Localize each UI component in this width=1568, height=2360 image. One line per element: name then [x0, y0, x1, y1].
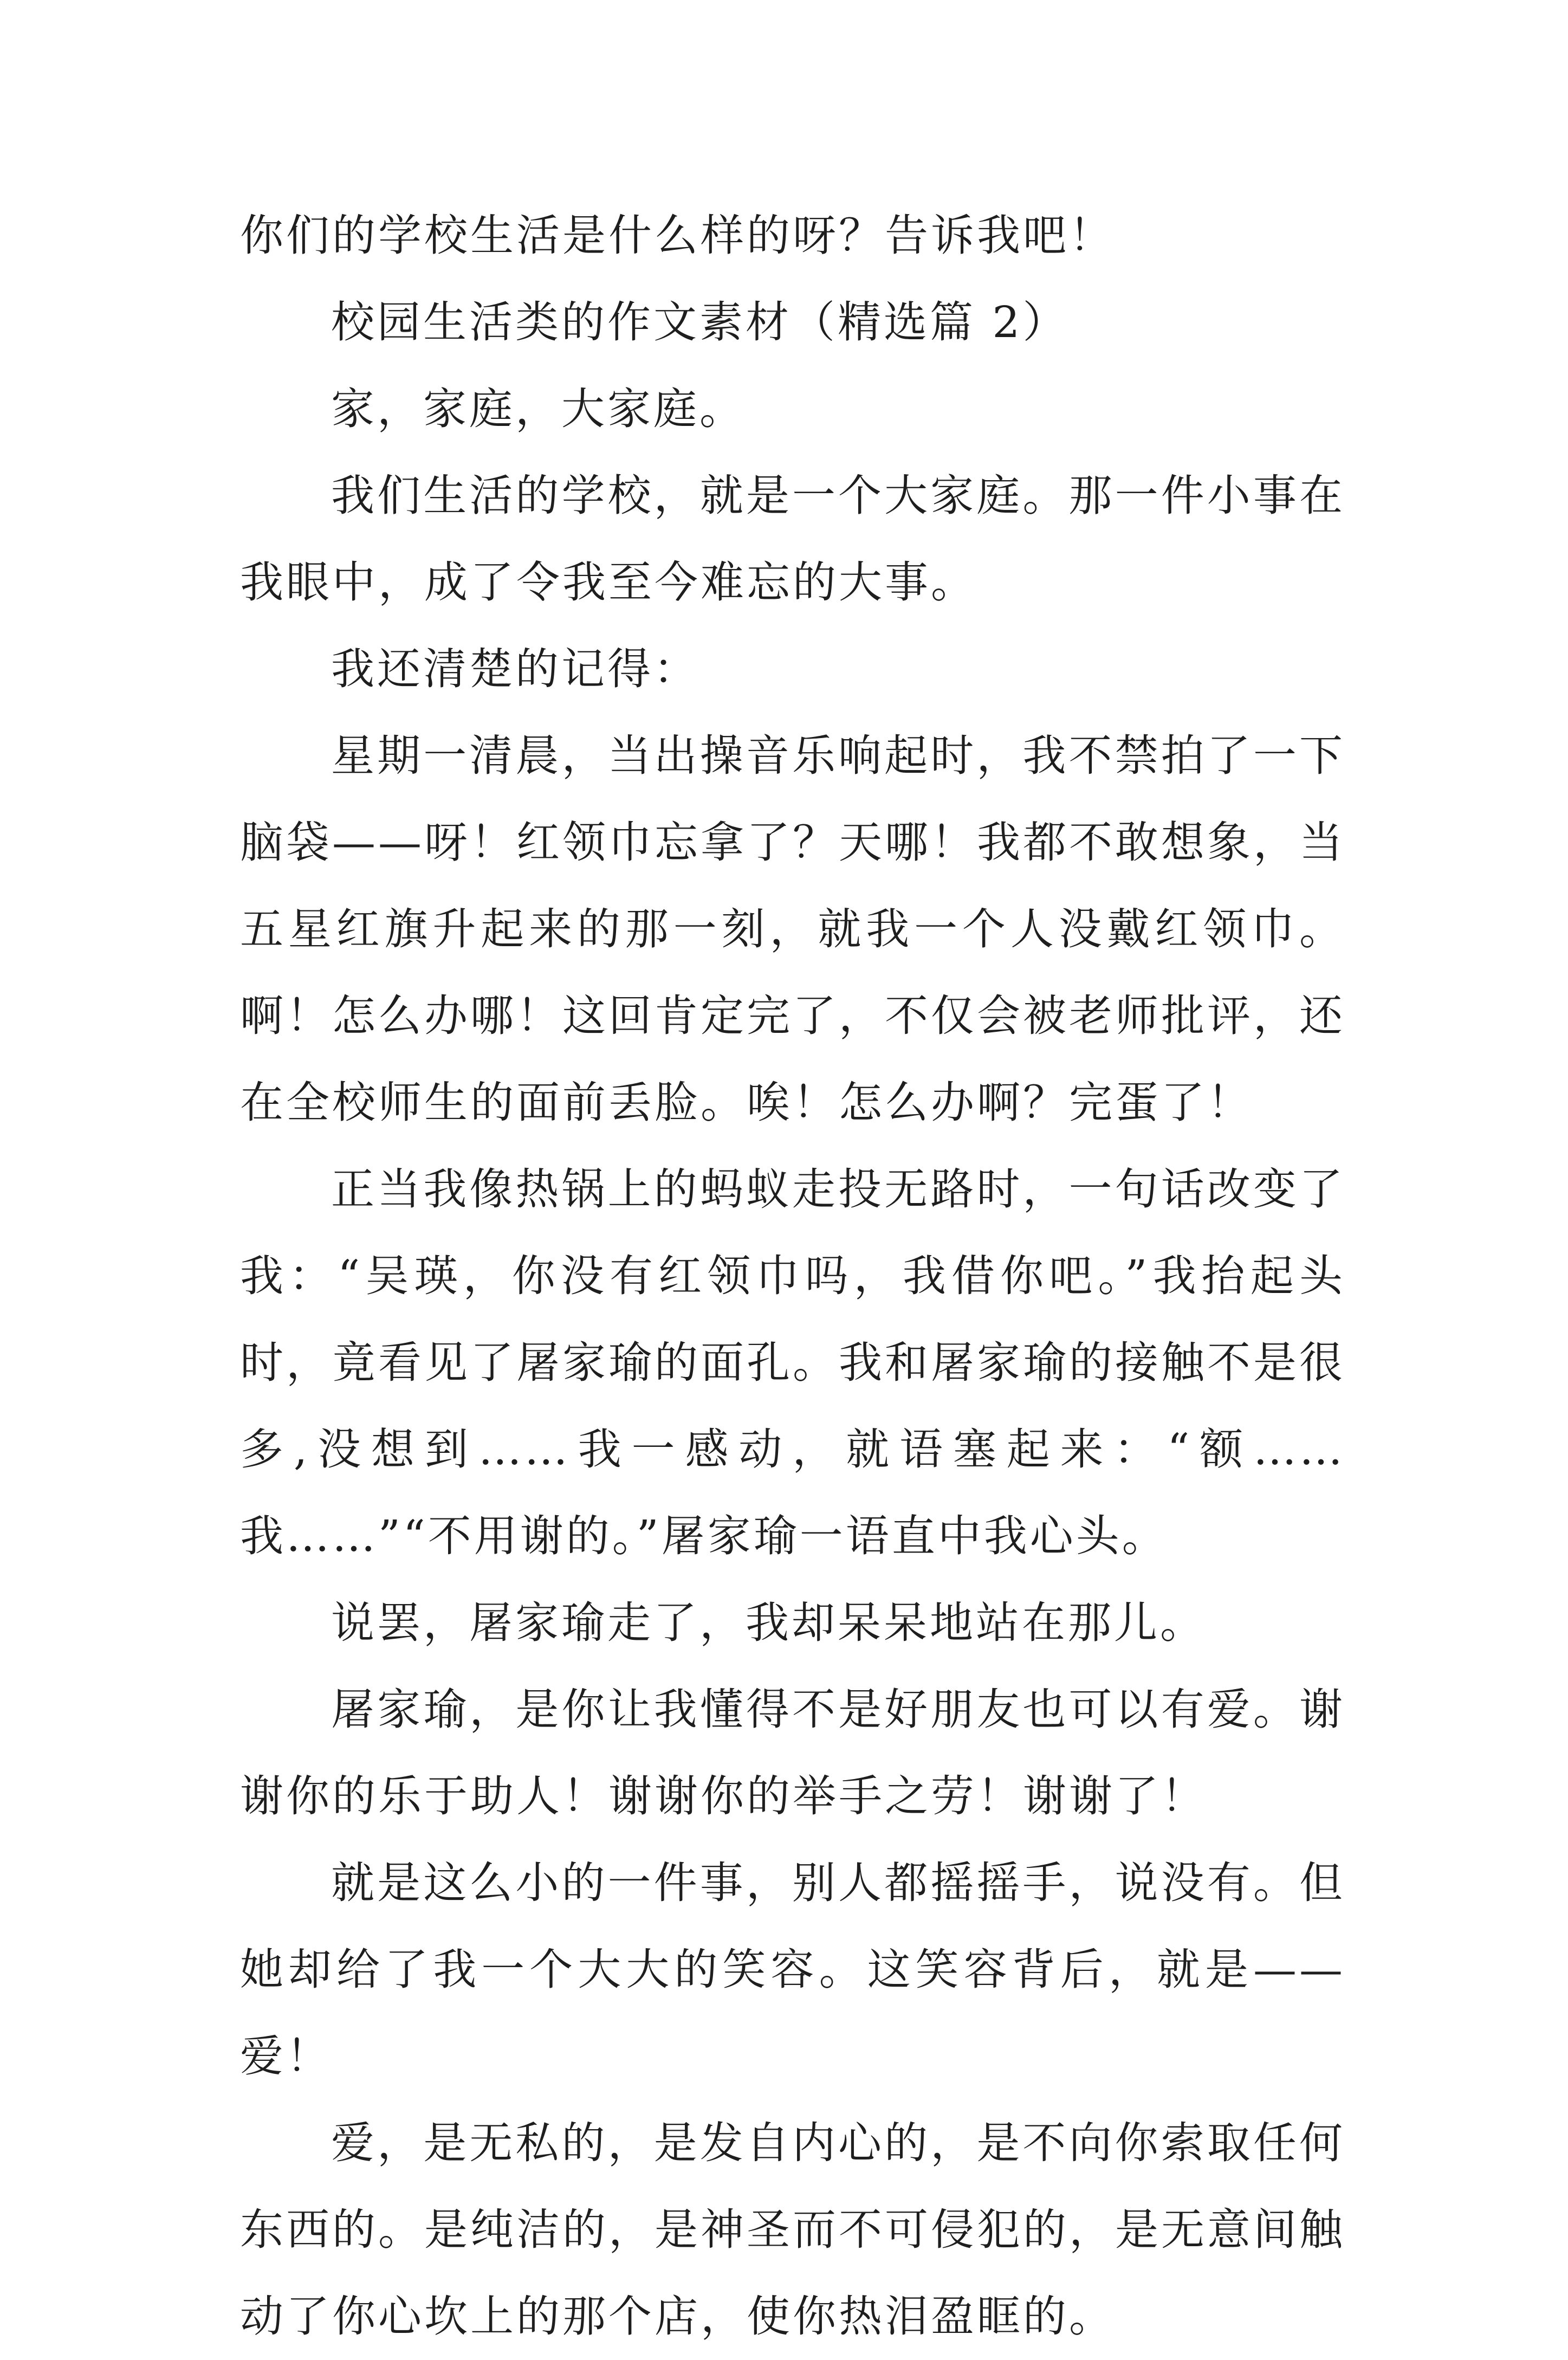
- section-heading: 校园生活类的作文素材（精选篇 2）: [331, 297, 1069, 347]
- paragraph: 屠家瑜，是你让我懂得不是好朋友也可以有爱。谢谢你的乐于助人！谢谢你的举手之劳！谢谢了！: [240, 1684, 1345, 1821]
- paragraph: 星期一清晨，当出操音乐响起时，我不禁拍了一下脑袋——呀！红领巾忘拿了？天哪！我都不敢想象，当五星红旗升起来的那一刻，就我一个人没戴红领巾。啊！怎么办哪！这回肯定完了，不仅会被老师批评，还在全校师生的面前丢脸。唉！怎么办啊？完蛋了！: [240, 730, 1345, 1128]
- paragraph: 家，家庭，大家庭。: [331, 384, 746, 434]
- paragraph: 就是这么小的一件事，别人都摇摇手，说没有。但她却给了我一个大大的笑容。这笑容背后，就是——爱！: [240, 1858, 1345, 2081]
- paragraph: 爱，是无私的，是发自内心的，是不向你索取任何东西的。是纯洁的，是神圣而不可侵犯的，是无意间触动了你心坎上的那个店，使你热泪盈眶的。: [240, 2118, 1345, 2342]
- paragraph: 正当我像热锅上的蚂蚁走投无路时，一句话改变了我：“吴瑛，你没有红领巾吗，我借你吧。”我抬起头时，竟看见了屠家瑜的面孔。我和屠家瑜的接触不是很多,没想到……我一感动，就语塞起来：“额……我……”“不用谢的。”屠家瑜一语直中我心头。: [240, 1164, 1345, 1561]
- paragraph: 说罢，屠家瑜走了，我却呆呆地站在那儿。: [331, 1598, 1206, 1648]
- document-body: [240, 192, 1345, 2360]
- paragraph: 你们的学校生活是什么样的呀？告诉我吧！: [240, 210, 1115, 261]
- paragraph: 我们生活的学校，就是一个大家庭。那一件小事在我眼中，成了令我至今难忘的大事。: [240, 470, 1345, 607]
- paragraph: 我还清楚的记得：: [331, 644, 699, 694]
